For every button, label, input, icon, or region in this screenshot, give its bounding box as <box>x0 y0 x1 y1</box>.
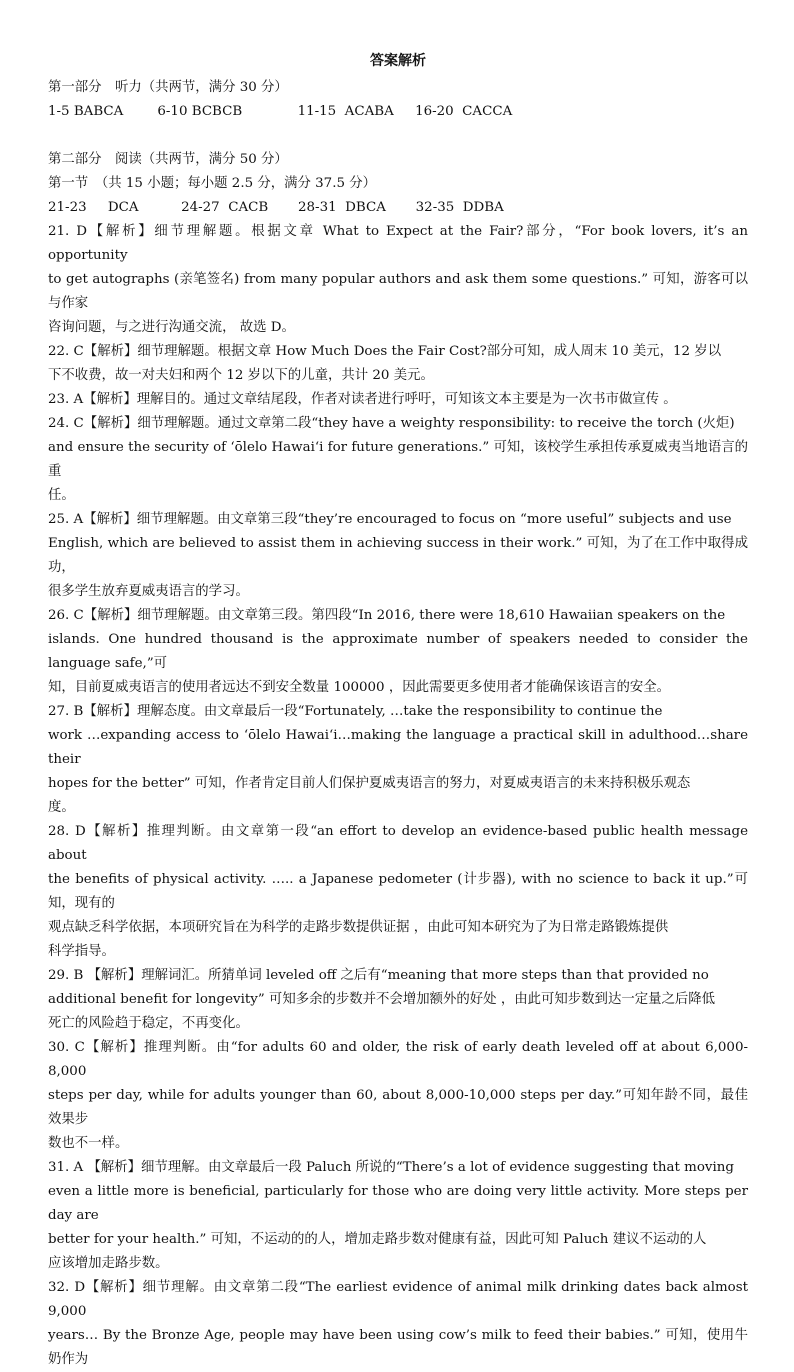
explanation-line: 24. C【解析】细节理解题。通过文章第二段“they have a weighty responsibility: to receive the torch (火炬) <box>48 416 735 431</box>
explanation-line: 29. B 【解析】理解词汇。所猜单词 leveled off 之后有“meaning that more steps than that provided no <box>48 968 709 983</box>
explanation-line: 下不收费，故一对夫妇和两个 12 岁以下的儿童，共计 20 美元。 <box>48 368 434 383</box>
explanation-line: 28. D【解析】推理判断。由文章第一段“an effort to develop an evidence-based public health message about <box>48 824 748 863</box>
part1-heading: 第一部分 听力（共两节，满分 30 分） <box>48 80 288 95</box>
explanation-item <box>48 820 748 964</box>
page-title: 答案解析 <box>370 53 426 69</box>
explanation-line: 30. C【解析】推理判断。由“for adults 60 and older, the risk of early death leveled off at about 6,000-8,000 <box>48 1040 748 1079</box>
explanation-line: additional benefit for longevity” 可知多余的步数并不会增加额外的好处 ，由此可知步数到达一定量之后降低 <box>48 992 716 1007</box>
explanation-line: hopes for the better” 可知，作者肯定目前人们保护夏威夷语言的努力，对夏威夷语言的未来持积极乐观态 <box>48 776 691 791</box>
explanation-line: 23. A【解析】理解目的。通过文章结尾段，作者对读者进行呼吁，可知该文本主要是为一次书市做宣传 。 <box>48 392 677 407</box>
explanation-item <box>48 964 748 1036</box>
explanation-line: 25. A【解析】细节理解题。由文章第三段“they’re encouraged to focus on “more useful” subjects and use <box>48 512 732 527</box>
explanation-line: even a little more is beneficial, particularly for those who are doing very little activity. More steps per day are <box>48 1184 748 1223</box>
part1-answers: 1-5 BABCA 6-10 BCBCB 11-15 ACABA 16-20 CACCA <box>48 104 513 119</box>
spacer <box>48 124 748 148</box>
explanation-line: 应该增加走路步数。 <box>48 1256 169 1271</box>
explanation-line: islands. One hundred thousand is the approximate number of speakers needed to consider the language safe,”可 <box>48 632 748 671</box>
explanation-line: 31. A 【解析】细节理解。由文章最后一段 Paluch 所说的“There’s a lot of evidence suggesting that moving <box>48 1160 734 1175</box>
explanation-item <box>48 220 748 340</box>
explanation-line: 科学指导。 <box>48 944 115 959</box>
explanation-line: 任。 <box>48 488 75 503</box>
explanation-line: steps per day, while for adults younger than 60, about 8,000-10,000 steps per day.”可知年龄不同，最佳效果步 <box>48 1088 748 1127</box>
explanation-item <box>48 604 748 700</box>
explanation-item <box>48 1036 748 1156</box>
explanation-line: to get autographs (亲笔签名) from many popular authors and ask them some questions.” 可知，游客可以与作家 <box>48 272 748 311</box>
explanation-line: 数也不一样。 <box>48 1136 129 1151</box>
explanation-line: 死亡的风险趋于稳定，不再变化。 <box>48 1016 249 1031</box>
explanation-line: 度。 <box>48 800 75 815</box>
answer-document <box>48 50 748 1372</box>
explanation-line: 22. C【解析】细节理解题。根据文章 How Much Does the Fair Cost?部分可知，成人周末 10 美元，12 岁以 <box>48 344 722 359</box>
explanation-line: 26. C【解析】细节理解题。由文章第三段。第四段“In 2016, there were 18,610 Hawaiian speakers on the <box>48 608 726 623</box>
explanation-item <box>48 340 748 388</box>
explanation-item <box>48 1276 748 1372</box>
explanation-item <box>48 700 748 820</box>
explanation-line: 21. D【解析】细节理解题。根据文章 What to Expect at the Fair?部分，“For book lovers, it’s an opportunity <box>48 224 748 263</box>
explanation-line: 很多学生放弃夏威夷语言的学习。 <box>48 584 249 599</box>
explanation-item <box>48 412 748 508</box>
explanation-line: 观点缺乏科学依据，本项研究旨在为科学的走路步数提供证据 ，由此可知本研究为了为日常走路锻炼提供 <box>48 920 669 935</box>
explanation-line: the benefits of physical activity. ….. a Japanese pedometer (计步器), with no science to back it up.”可知，现有的 <box>48 872 748 911</box>
explanation-line: 32. D【解析】细节理解。由文章第二段“The earliest evidence of animal milk drinking dates back almost 9,000 <box>48 1280 748 1319</box>
explanation-item <box>48 1156 748 1276</box>
part2-answers: 21-23 DCA 24-27 CACB 28-31 DBCA 32-35 DDBA <box>48 200 504 215</box>
explanation-item <box>48 508 748 604</box>
explanation-item <box>48 388 748 412</box>
part2-heading: 第二部分 阅读（共两节，满分 50 分） <box>48 152 288 167</box>
explanations-list <box>48 220 748 1372</box>
part2-section1-heading: 第一节 （共 15 小题；每小题 2.5 分，满分 37.5 分） <box>48 176 377 191</box>
explanation-line: and ensure the security of ʻōlelo Hawaiʻi for future generations.” 可知，该校学生承担传承夏威夷当地语言的重 <box>48 440 748 479</box>
explanation-line: 27. B【解析】理解态度。由文章最后一段“Fortunately, …take the responsibility to continue the <box>48 704 663 719</box>
explanation-line: years… By the Bronze Age, people may have been using cow’s milk to feed their babies.” 可知，使用牛奶作为 <box>48 1328 748 1367</box>
explanation-line: 知，目前夏威夷语言的使用者远达不到安全数量 100000 ，因此需要更多使用者才能确保该语言的安全。 <box>48 680 671 695</box>
explanation-line: work …expanding access to ʻōlelo Hawaiʻi…making the language a practical skill in adulthood…share their <box>48 728 748 767</box>
explanation-line: better for your health.” 可知，不运动的的人，增加走路步数对健康有益，因此可知 Paluch 建议不运动的人 <box>48 1232 707 1247</box>
explanation-line: 咨询问题，与之进行沟通交流， 故选 D。 <box>48 320 295 335</box>
explanation-line: English, which are believed to assist them in achieving success in their work.” 可知，为了在工作中取得成功， <box>48 536 748 575</box>
